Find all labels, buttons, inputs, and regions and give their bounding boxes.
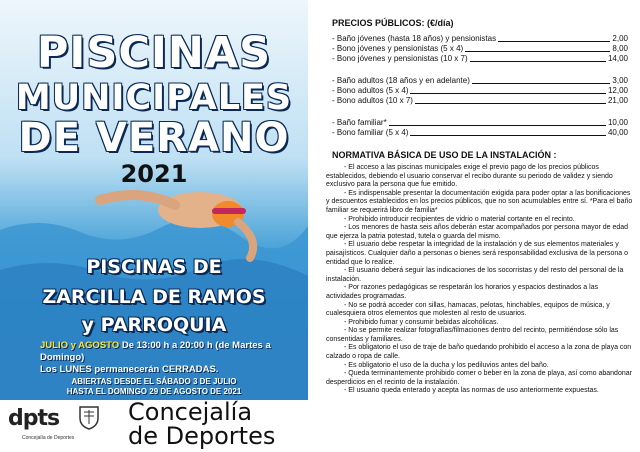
rule-item: - El usuario debe respetar la integridad de la instalación y de sus elementos materiales y paisajísticos. Cualquier daño a personas o bienes será responsabilidad exclusiva de la persona o entidad que lo realice. bbox=[326, 241, 628, 266]
price-label: - Baño familiar* bbox=[332, 118, 387, 127]
price-value: 10,00 bbox=[607, 118, 628, 127]
rule-item: - El usuario deberá seguir las indicaciones de los socorristas y del resto del personal de la instalación. bbox=[326, 267, 624, 283]
price-label: - Baño jóvenes (hasta 18 años) y pensionistas bbox=[332, 34, 497, 43]
info-panel bbox=[326, 0, 638, 452]
price-row bbox=[332, 118, 628, 128]
season-dates bbox=[0, 377, 308, 397]
opening-hours bbox=[40, 340, 308, 376]
rules-heading: NORMATIVA BÁSICA DE USO DE LA INSTALACIÓN : bbox=[332, 150, 557, 160]
pool-location-line2: ZARCILLA DE RAMOS bbox=[42, 286, 266, 308]
town-crest-icon bbox=[76, 404, 102, 430]
season-start: ABIERTAS DESDE EL SÁBADO 3 DE JULIO bbox=[71, 377, 237, 386]
poster-title-line3: DE VERANO bbox=[18, 115, 290, 161]
price-value: 8,00 bbox=[612, 44, 628, 53]
price-row bbox=[332, 34, 628, 44]
poster bbox=[0, 0, 308, 452]
price-row bbox=[332, 96, 628, 106]
rule-item: - Por razones pedagógicas se respetarán los horarios y espacios destinados a las actividades programadas. bbox=[326, 284, 599, 300]
rule-item: - Es indispensable presentar la documentación exigida para poder optar a las bonificaciones y descuentos establecidos en los precios públicos, que no son acumulables entre sí. *Para el baño familiar se requerirá libro de familia* bbox=[326, 189, 633, 214]
price-value: 40,00 bbox=[607, 128, 628, 137]
rule-item: - No se podrá acceder con sillas, hamacas, pelotas, hinchables, equipos de música, y cualesquiera otros elementos que molesten al resto de usuarios. bbox=[326, 301, 610, 318]
price-value: 21,00 bbox=[607, 96, 628, 105]
price-label: - Bono familiar (5 x 4) bbox=[332, 128, 409, 137]
rule-item: - Es obligatorio el uso de la ducha y los pediluvios antes del baño. bbox=[344, 361, 549, 369]
price-label: - Bono adultos (10 x 7) bbox=[332, 96, 413, 105]
rule-item: - No se permite realizar fotografías/filmaciones dentro del recinto, permitiéndose sólo las consentidas y familiares. bbox=[326, 327, 619, 343]
season-end: HASTA EL DOMINGO 29 DE AGOSTO DE 2021 bbox=[66, 387, 242, 396]
pool-location-line3: y PARROQUIA bbox=[81, 314, 227, 336]
price-label: - Bono adultos (5 x 4) bbox=[332, 86, 409, 95]
prices-heading: PRECIOS PÚBLICOS: (€/día) bbox=[332, 18, 454, 28]
price-row bbox=[332, 86, 628, 96]
concejalia-line2: de Deportes bbox=[128, 422, 276, 450]
opening-months: JULIO y AGOSTO bbox=[40, 340, 120, 351]
price-value: 3,00 bbox=[612, 76, 628, 85]
price-value: 2,00 bbox=[612, 34, 628, 43]
rule-item: - El acceso a las piscinas municipales exige el previo pago de los precios públicos establecidos, debiendo el usuario conservar el recibo durante su periodo de validez y siendo exclusivo para la persona que fue emitido. bbox=[326, 164, 613, 189]
concejalia-line1: Concejalía bbox=[128, 398, 253, 426]
price-row bbox=[332, 128, 628, 138]
price-value: 12,00 bbox=[607, 86, 628, 95]
closed-days-note: Los LUNES permanecerán CERRADAS. bbox=[40, 364, 219, 375]
pool-location-line1: PISCINAS DE bbox=[86, 256, 222, 278]
rule-item: - Los menores de hasta seis años deberán estar acompañados por persona mayor de edad que ejerza la patria potestad, tutela o guarda del mismo. bbox=[326, 224, 629, 240]
dpts-logo: dpts bbox=[8, 406, 60, 431]
poster-title-line1: PISCINAS bbox=[36, 28, 272, 78]
price-label: - Bono jóvenes y pensionistas (5 x 4) bbox=[332, 44, 464, 53]
rule-item: - Queda terminantemente prohibido comer o beber en la zona de playa, así como abandonar desperdicios en el recinto de la instalación. bbox=[326, 370, 632, 386]
poster-year: 2021 bbox=[120, 160, 188, 188]
price-row bbox=[332, 76, 628, 86]
price-label: - Baño adultos (18 años y en adelante) bbox=[332, 76, 470, 85]
rule-item: - Es obligatorio el uso de traje de baño quedando prohibido el acceso a la zona de playa con calzado o ropa de calle. bbox=[326, 344, 632, 361]
price-row bbox=[332, 54, 628, 64]
concejalia-wordmark bbox=[128, 400, 308, 448]
price-value: 14,00 bbox=[607, 54, 628, 63]
rules-list bbox=[326, 164, 634, 396]
rule-item: - El usuario queda enterado y acepta las normas de uso anteriormente expuestas. bbox=[344, 387, 599, 395]
poster-footer bbox=[0, 400, 308, 452]
rule-item: - Prohibido introducir recipientes de vidrio o material cortante en el recinto. bbox=[344, 215, 575, 223]
price-label: - Bono jóvenes y pensionistas (10 x 7) bbox=[332, 54, 468, 63]
price-row bbox=[332, 44, 628, 54]
dpts-logo-subtitle: Concejalía de Deportes bbox=[22, 435, 75, 441]
opening-hours-detail: De 13:00 h a 20:00 h (de Martes a Domingo) bbox=[40, 340, 271, 363]
rule-item: - Prohibido fumar y consumir bebidas alcohólicas. bbox=[344, 318, 499, 326]
poster-title-line2: MUNICIPALES bbox=[15, 78, 293, 118]
